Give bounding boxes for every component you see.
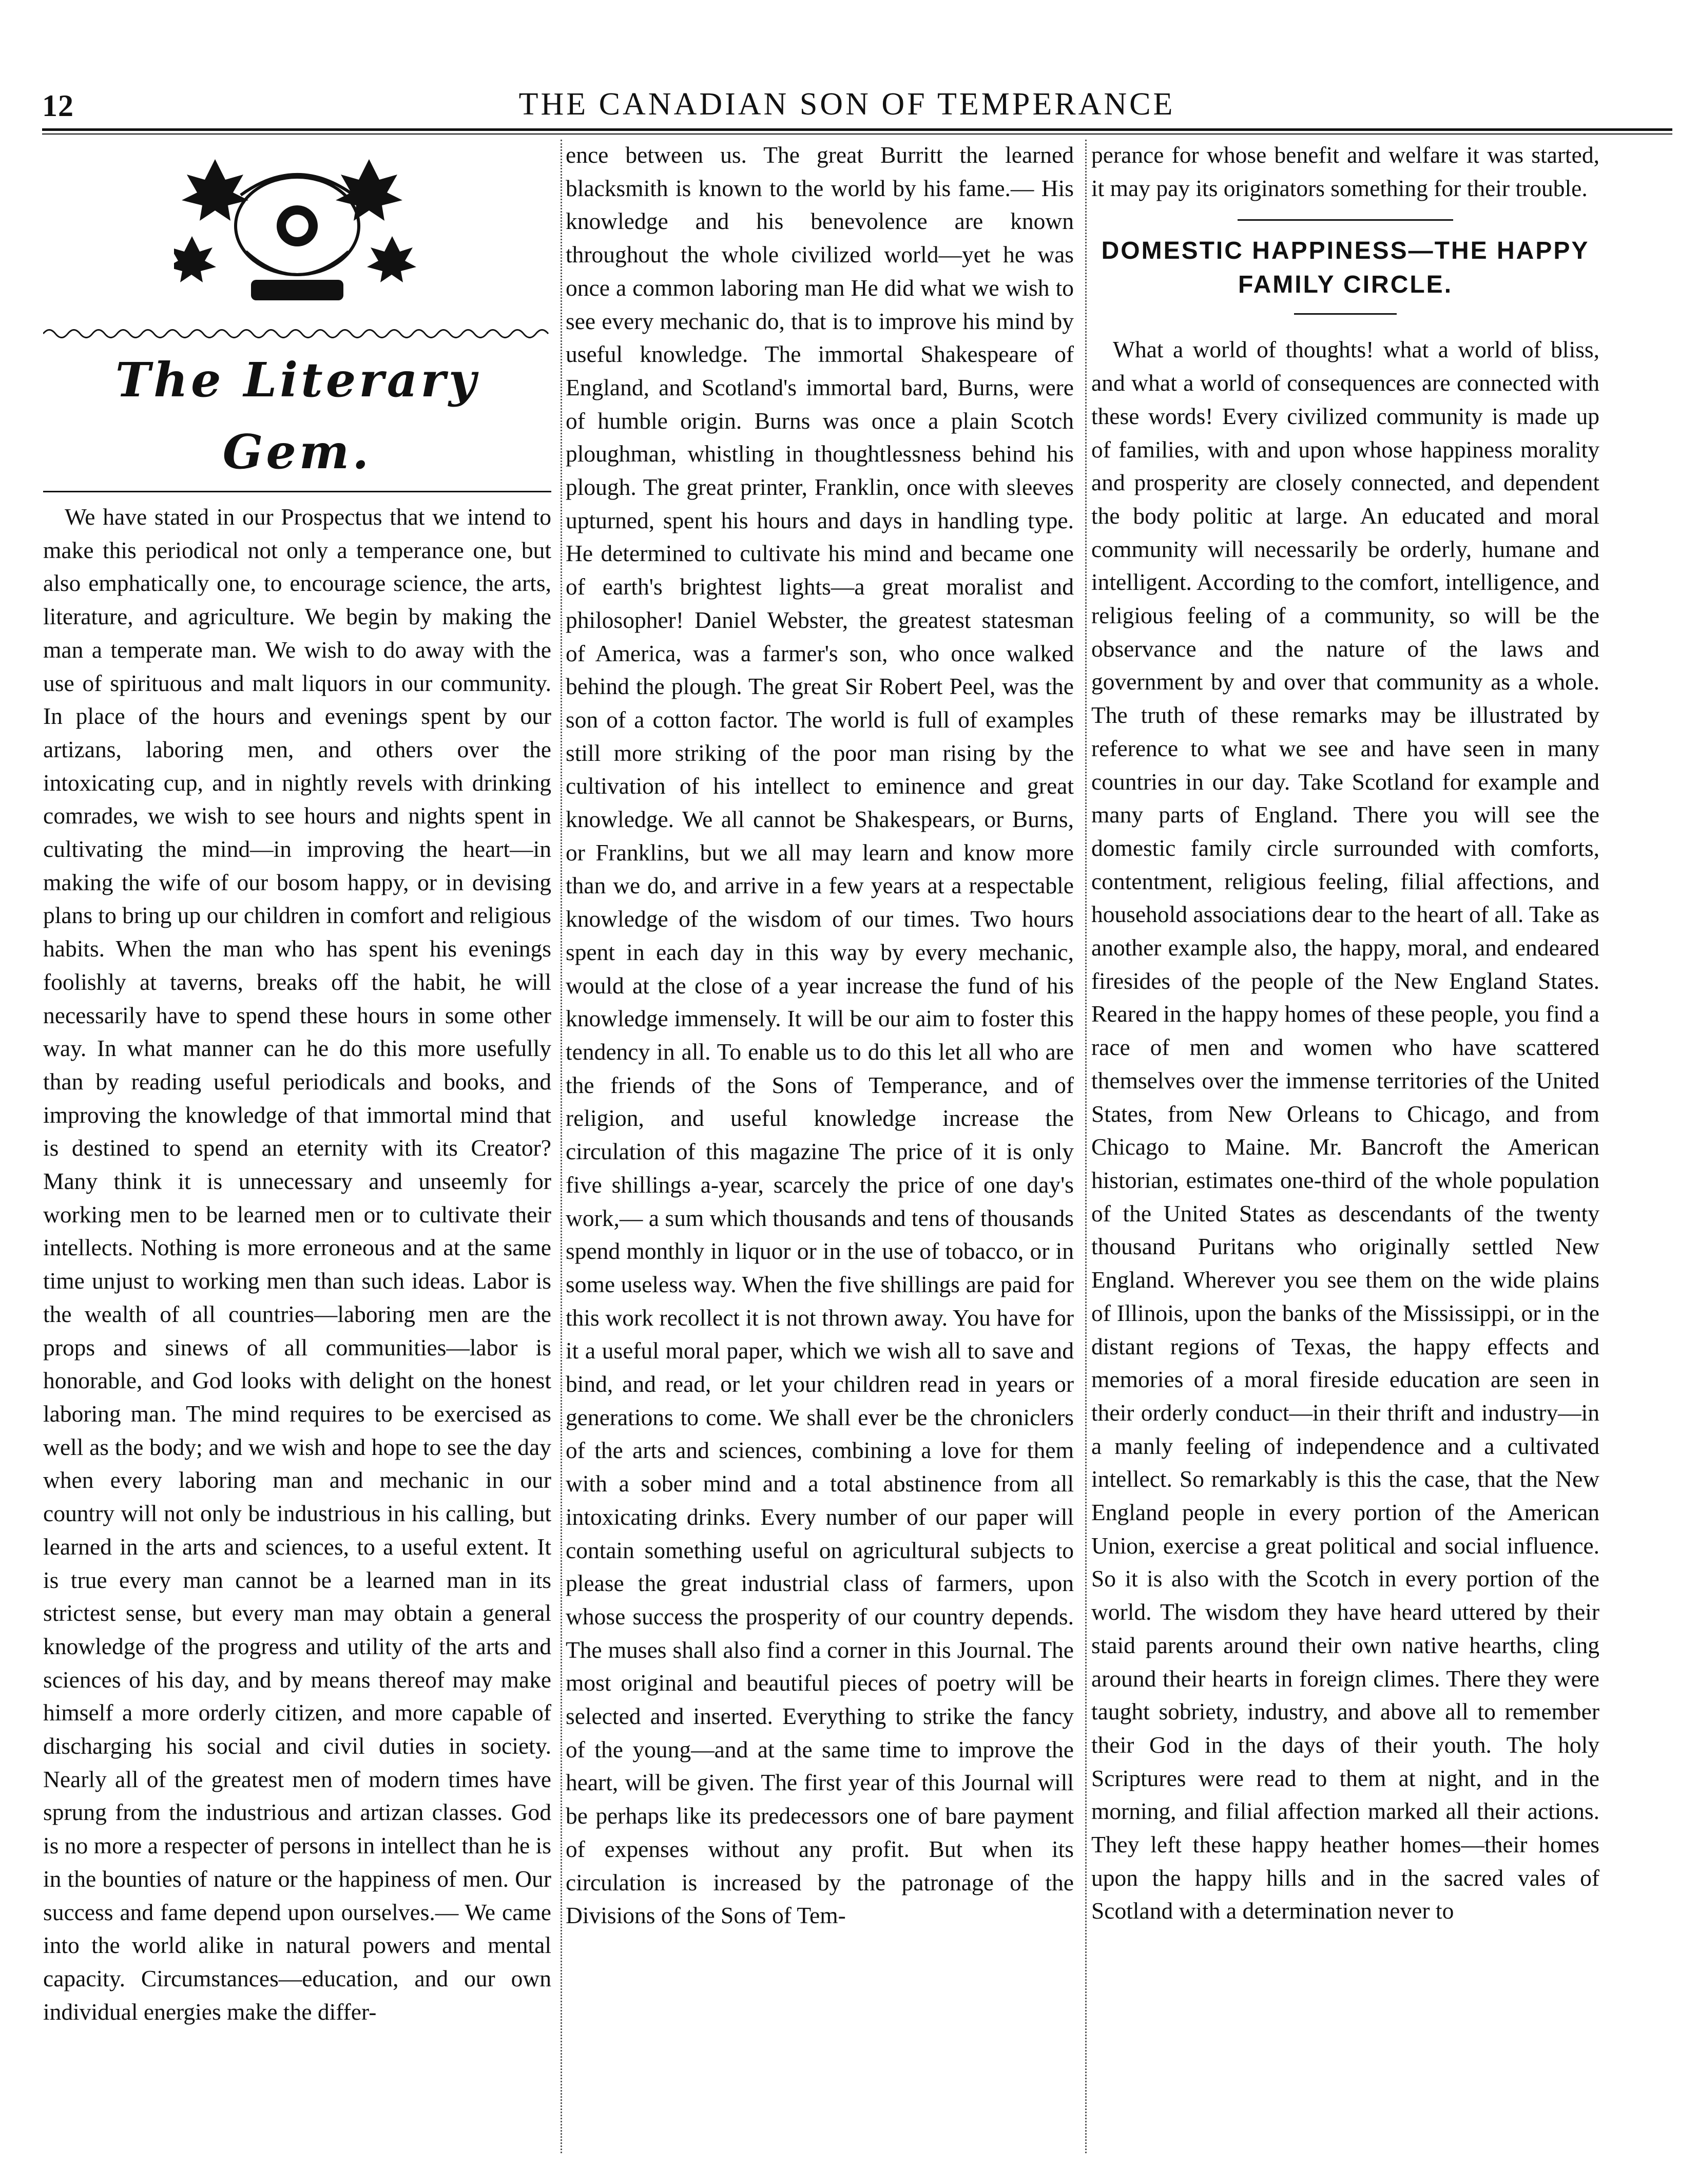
maple-leaf-wreath-emblem <box>174 149 420 318</box>
section-title: The Literary Gem. <box>115 352 479 480</box>
column-separator <box>561 140 562 2153</box>
section-title-rule <box>43 491 551 492</box>
wavy-ornament <box>43 323 551 344</box>
section-divider <box>1238 219 1453 221</box>
article-paragraph: We have stated in our Prospectus that we intend to make this periodical not only a temperance one, but also emphatically one, to encourage science, the arts, literature, and agriculture. We begin by making the man a temperate man. We wish to do away with the use of spirituous and malt liquors in our community. In place of the hours and evenings spent by our artizans, laboring men, and others over the intoxicating cup, and in nightly revels with drinking comrades, we wish to see hours and nights spent in cultivating the mind—in improving the heart—in making the wife of our bosom happy, or in devising plans to bring up our children in comfort and religious habits. When the man who has spent his evenings foolishly at taverns, breaks off the habit, he will necessarily have to spend these hours in some other way. In what manner can he do this more usefully than by reading useful periodicals and books, and improving the knowledge of that immortal mind that is destined to spend an eternity with its Creator? Many think it is unnecessary and unseemly for working men to be learned men or to cultivate their intellects. Nothing is more erroneous and at the same time unjust to working men than such ideas. Labor is the wealth of all countries—laboring men are the props and sinews of all communities—labor is honorable, and God looks with delight on the honest laboring man. The mind requires to be exercised as well as the body; and we wish and hope to see the day when every laboring man and mechanic in our country will not only be industrious in his calling, but learned in the arts and sciences, to a useful extent. It is true every man cannot be a learned man in its strictest sense, but every man may obtain a general knowledge of the progress and utility of the arts and sciences of his day, and by means thereof may make himself a more orderly citizen, and more capable of discharging his social and civil duties in society. Nearly all of the greatest men of modern times have sprung from the industrious and artizan classes. God is no more a respecter of persons in intellect than he is in the bounties of nature or the happiness of men. Our success and fame depend upon ourselves.— We came into the world alike in natural powers and mental capacity. Circumstances—education, and our own individual energies make the differ- <box>43 504 551 2025</box>
column-three <box>1091 139 1599 1928</box>
masthead-title: THE CANADIAN SON OF TEMPERANCE <box>518 87 1175 122</box>
page-number: 12 <box>42 89 74 123</box>
heading-divider <box>1294 313 1397 315</box>
article-heading: DOMESTIC HAPPINESS—THE HAPPY FAMILY CIRCLE. <box>1101 237 1590 299</box>
column-separator <box>1085 140 1087 2153</box>
column-two <box>566 139 1074 1932</box>
article-paragraph: perance for whose benefit and welfare it was started, it may pay its originators something for their trouble. <box>1091 142 1599 201</box>
article-paragraph: What a world of thoughts! what a world of bliss, and what a world of consequences are connected with these words! Every civilized community is made up of families, with and upon whose happiness morality and prosperity are closely connected, and dependent the body politic at large. An educated and moral community will necessarily be orderly, humane and intelligent. According to the comfort, intelligence, and religious feeling of a community, so will be the observance and the nature of the laws and government by and over that community as a whole. The truth of these remarks may be illustrated by reference to what we see and have seen in many countries in our day. Take Scotland for example and many parts of England. There you will see the domestic family circle surrounded with comforts, contentment, religious feeling, filial affections, and household associations dear to the heart of all. Take as another example also, the happy, moral, and endeared firesides of the people of the New England States. Reared in the happy homes of these people, you find a race of men and women who have scattered themselves over the immense territories of the United States, from New Orleans to Chicago, and from Chicago to Maine. Mr. Bancroft the American historian, estimates one-third of the whole population of the United States as descendants of the twenty thousand Puritans who originally settled New England. Wherever you see them on the wide plains of Illinois, upon the banks of the Mississippi, or in the distant regions of Texas, the happy effects and memories of a moral fireside education are seen in their orderly conduct—in their thrift and industry—in a manly feeling of independence and a cultivated intellect. So remarkably is this the case, that the New England people in every portion of the American Union, exercise a great political and social influence. So it is also with the Scotch in every portion of the world. The wisdom they have heard uttered by their staid parents around their own native hearths, cling around their hearts in foreign climes. There they were taught sobriety, industry, and above all to remember their God in the days of their youth. The holy Scriptures were read to them at night, and in the morning, and filial affection marked all their actions. They left these happy heather homes—their homes upon the happy hills and in the sacred vales of Scotland with a determination never to <box>1091 336 1599 1924</box>
article-paragraph: ence between us. The great Burritt the learned blacksmith is known to the world by his fame.— His knowledge and his benevolence are known throughout the whole civilized world—yet he was once a common laboring man He did what we wish to see every mechanic do, that is to improve his mind by useful knowledge. The immortal Shakespeare of England, and Scotland's immortal bard, Burns, were of humble origin. Burns was once a plain Scotch ploughman, whistling in thoughtlessness behind his plough. The great printer, Franklin, once with sleeves upturned, spent his hours and days in handling type. He determined to cultivate his mind and became one of earth's brightest lights—a great moralist and philosopher! Daniel Webster, the greatest statesman of America, was a farmer's son, who once walked behind the plough. The great Sir Robert Peel, was the son of a cotton factor. The world is full of examples still more striking of the poor man rising by the cultivation of his intellect to eminence and great knowledge. We all cannot be Shakespears, or Burns, or Franklins, but we all may learn and know more than we do, and arrive in a few years at a respectable knowledge of the wisdom of our times. Two hours spent in each day in this way by every mechanic, would at the close of a year increase the fund of his knowledge immensely. It will be our aim to foster this tendency in all. To enable us to do this let all who are the friends of the Sons of Temperance, and of religion, and useful knowledge increase the circulation of this magazine The price of it is only five shillings a-year, scarcely the price of one day's work,— a sum which thousands and tens of thousands spend monthly in liquor or in the use of tobacco, or in some useless way. When the five shillings are paid for this work recollect it is not thrown away. You have for it a useful moral paper, which we wish all to save and bind, and read, or let your children read in years or generations to come. We shall ever be the chroniclers of the arts and sciences, combining a love for them with a sober mind and a total abstinence from all intoxicating drinks. Every number of our paper will contain something useful on agricultural subjects to please the great industrial class of farmers, upon whose success the prosperity of our country depends. The muses shall also find a corner in this Journal. The most original and beautiful pieces of poetry will be selected and inserted. Everything to strike the fancy of the young—and at the same time to improve the heart, will be given. The first year of this Journal will be perhaps like its predecessors one of bare payment of expenses without any profit. But when its circulation is increased by the patronage of the Divisions of the Sons of Tem- <box>566 142 1074 1929</box>
column-one <box>43 128 551 2028</box>
